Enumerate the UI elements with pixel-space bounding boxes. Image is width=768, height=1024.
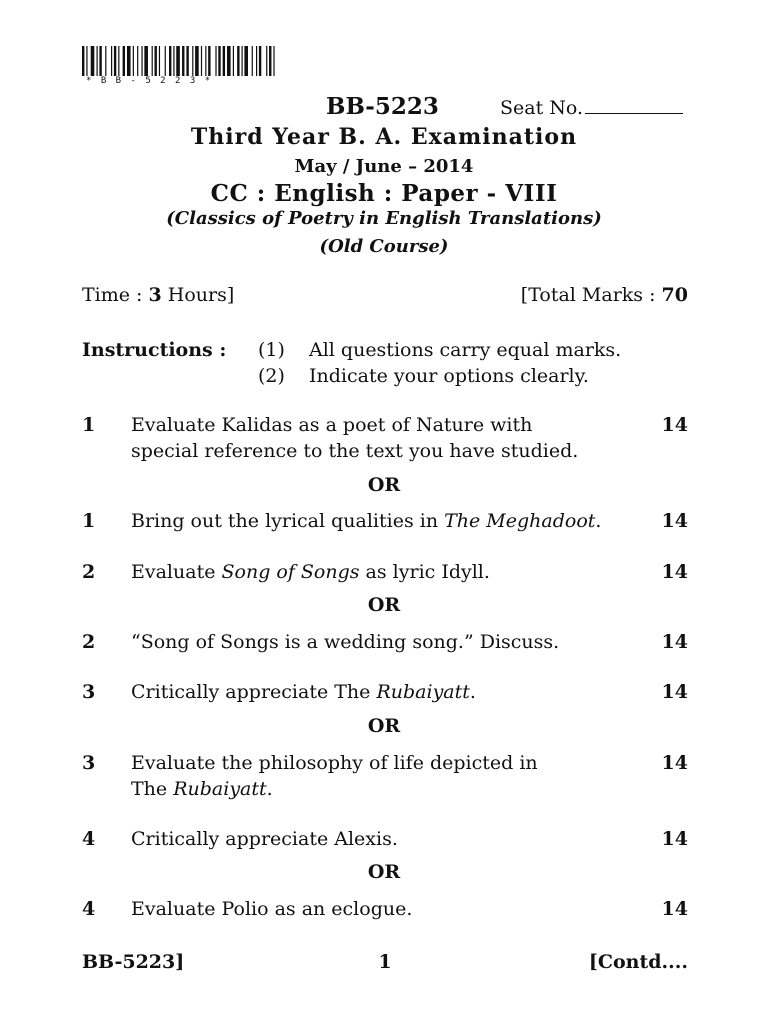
barcode-bar <box>218 46 220 76</box>
question-text-part: Bring out the lyrical qualities in <box>131 510 445 532</box>
question-line: special reference to the text you have studied. <box>131 440 579 462</box>
question-text <box>131 679 631 705</box>
question-text: “Song of Songs is a wedding song.” Discuss. <box>131 631 560 653</box>
exam-session: May / June – 2014 <box>294 156 474 177</box>
or-divider: OR <box>367 594 401 616</box>
question-number: 3 <box>82 681 96 703</box>
barcode-bar <box>223 46 225 76</box>
barcode-bar <box>82 46 84 76</box>
question-marks: 14 <box>661 681 688 703</box>
barcode-bar <box>99 46 101 76</box>
barcode-bar <box>165 46 166 76</box>
question-text <box>131 508 631 534</box>
barcode-text: * B B - 5 2 2 3 * <box>86 76 213 86</box>
barcode-bar <box>237 46 239 76</box>
question-number: 4 <box>82 828 96 850</box>
question-number: 1 <box>82 510 96 532</box>
question-marks: 14 <box>661 752 688 774</box>
barcode-bar <box>144 46 148 76</box>
barcode-bar <box>127 46 131 76</box>
question-text-part: . <box>266 778 273 800</box>
question-text <box>131 412 631 464</box>
barcode-bar <box>244 46 248 76</box>
course-title: (Classics of Poetry in English Translations) <box>166 208 602 229</box>
barcode-bar <box>182 46 184 76</box>
barcode-bar <box>195 46 199 76</box>
barcode-bar <box>111 46 112 76</box>
barcode-bar <box>118 46 119 76</box>
barcode-bar <box>123 46 125 76</box>
continued-label: [Contd.... <box>588 951 688 973</box>
barcode-bar <box>233 46 234 76</box>
barcode-bar <box>205 46 206 76</box>
question-marks: 14 <box>661 561 688 583</box>
question-number: 1 <box>82 414 96 436</box>
footer-paper-code: BB-5223] <box>82 951 185 973</box>
seat-label: Seat No. <box>500 97 584 119</box>
barcode-bar <box>152 46 153 76</box>
instruction-number: (1) <box>258 339 285 361</box>
question-text <box>131 559 631 585</box>
question-line: Evaluate the philosophy of life depicted in <box>131 752 538 774</box>
question-number: 3 <box>82 752 96 774</box>
seat-number <box>500 97 683 119</box>
barcode-bar <box>273 46 274 76</box>
barcode-bar <box>105 46 106 76</box>
question-text-part: . <box>469 681 476 703</box>
course-type: (Old Course) <box>319 236 449 257</box>
barcode-bar <box>97 46 98 76</box>
barcode-bar <box>266 46 267 76</box>
barcode-bar <box>186 46 188 76</box>
barcode-bar <box>242 46 243 76</box>
barcode-bar <box>155 46 157 76</box>
page-footer <box>82 951 688 973</box>
work-title: Song of Songs <box>221 561 360 583</box>
barcode-bar <box>169 46 171 76</box>
question-number: 4 <box>82 898 96 920</box>
question-marks: 14 <box>661 631 688 653</box>
question-text-part: The <box>131 778 174 800</box>
question-text: Critically appreciate Alexis. <box>131 828 398 850</box>
question-number: 2 <box>82 631 96 653</box>
barcode-bar <box>176 46 180 76</box>
question-number: 2 <box>82 561 96 583</box>
barcode-bar <box>201 46 202 76</box>
barcode-bar <box>133 46 134 76</box>
marks-label: [Total Marks : <box>520 284 662 306</box>
question-text <box>131 750 631 802</box>
marks-value: 70 <box>661 284 688 306</box>
barcode-bar <box>215 46 216 76</box>
work-title: The Meghadoot <box>444 510 596 532</box>
barcode-bar <box>192 46 193 76</box>
question-marks: 14 <box>661 828 688 850</box>
barcode-bar <box>137 46 138 76</box>
or-divider: OR <box>367 474 401 496</box>
paper-code: BB-5223 <box>326 93 439 120</box>
time-unit: Hours] <box>161 284 235 306</box>
barcode-bar <box>227 46 231 76</box>
question-text-part: . <box>595 510 602 532</box>
barcode-bar <box>208 46 210 76</box>
question-marks: 14 <box>661 414 688 436</box>
time-label: Time : <box>82 284 149 306</box>
barcode-bar <box>159 46 160 76</box>
barcode-bar <box>91 46 95 76</box>
instruction-text: Indicate your options clearly. <box>309 365 589 387</box>
barcode-bar <box>86 46 87 76</box>
time-marks-row <box>82 284 688 306</box>
barcode-bar <box>114 46 116 76</box>
instruction-text: All questions carry equal marks. <box>309 339 622 361</box>
barcode-bar <box>141 46 142 76</box>
question-line: Evaluate Kalidas as a poet of Nature with <box>131 414 533 436</box>
question-marks: 14 <box>661 510 688 532</box>
question-text-part: Evaluate <box>131 561 222 583</box>
seat-number-field <box>585 97 683 114</box>
barcode-bar <box>256 46 257 76</box>
barcode-bar <box>173 46 174 76</box>
question-text: Evaluate Polio as an eclogue. <box>131 898 413 920</box>
page-number: 1 <box>378 951 392 973</box>
total-marks <box>521 284 688 306</box>
instructions-label: Instructions : <box>82 339 227 361</box>
question-marks: 14 <box>661 898 688 920</box>
barcode-bar <box>259 46 261 76</box>
question-text-part: Critically appreciate The <box>131 681 377 703</box>
time-value: 3 <box>148 284 162 306</box>
subject-title: CC : English : Paper - VIII <box>210 180 558 207</box>
or-divider: OR <box>367 861 401 883</box>
work-title: Rubaiyatt <box>173 778 267 800</box>
question-text-part: as lyric Idyll. <box>359 561 490 583</box>
or-divider: OR <box>367 715 401 737</box>
barcode <box>82 46 332 76</box>
exam-title: Third Year B. A. Examination <box>190 124 578 150</box>
instruction-number: (2) <box>258 365 285 387</box>
barcode-bar <box>252 46 253 76</box>
barcode-bar <box>269 46 271 76</box>
work-title: Rubaiyatt <box>376 681 470 703</box>
